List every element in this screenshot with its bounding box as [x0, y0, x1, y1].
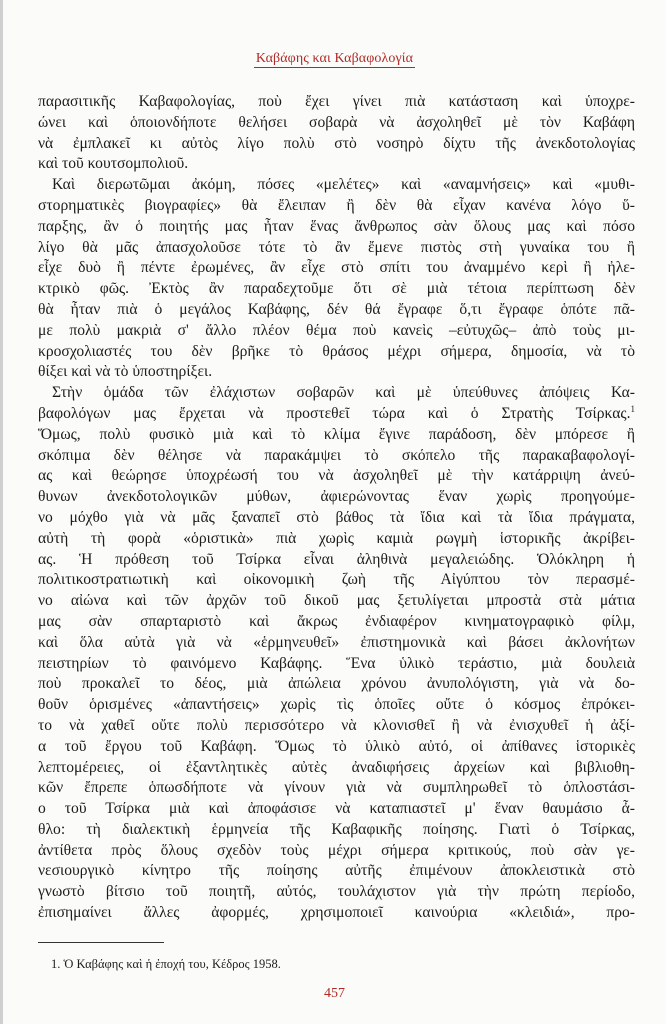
- text-line: το νὰ χαθεῖ οὔτε πολὺ περισσότερο νὰ κλονισθεῖ ἢ νὰ ἐνισχυθεῖ ἡ ἀξί-: [38, 716, 635, 734]
- text-line: θλο: τὴ διαλεκτικὴ ἑρμηνεία τῆς Καβαφικῆς ποίησης. Γιατὶ ὁ Τσίρκας,: [38, 820, 635, 838]
- text-line: αὐτὴ τὴ φορὰ «ὁριστικὰ» πιὰ χωρὶς καμιὰ ρωγμὴ ἱστορικῆς ἀκρίβει-: [38, 529, 635, 547]
- text-line: ας καὶ θεώρησε ὑποχρέωσή του νὰ ἀσχοληθεῖ μὲ τὴν κατάρριψη ἀνεύ-: [38, 467, 635, 485]
- footnote: 1. Ὁ Καβάφης καὶ ἡ ἐποχή του, Κέδρος 1958.: [51, 957, 281, 971]
- footnote-divider: [38, 942, 164, 943]
- text-line: ἐπισημαίνει ἄλλες ἀφορμές, χρησιμοποιεῖ καινούρια «κλειδιά», προ-: [38, 904, 635, 922]
- text-line: νο αἰώνα καὶ τῶν ἀρχῶν τοῦ δικοῦ μας ξετυλίγεται μπροστὰ στὰ μάτια: [38, 592, 635, 610]
- footnote-ref: 1: [630, 403, 635, 414]
- text-line: ας. Ἡ πρόθεση τοῦ Τσίρκα εἶναι ἀληθινὰ μεγαλειώδης. Ὁλόκληρη ἡ: [38, 550, 635, 568]
- body-text: [38, 92, 635, 924]
- text-line: Στὴν ὁμάδα τῶν ἐλάχιστων σοβαρῶν καὶ μὲ ὑπεύθυνες ἀπόψεις Κα-: [52, 384, 635, 402]
- text-line: πολιτικοστρατιωτικὴ καὶ οἰκονομικὴ ζωὴ τῆς Αἰγύπτου τὸν περασμέ-: [38, 571, 635, 589]
- text-line: θίξει καὶ νὰ τὸ ὑποστηρίξει.: [38, 363, 213, 381]
- text-line: ποὺ προκαλεῖ το δέος, μιὰ ἀπώλεια χρόνου ἀνυπολόγιστη, γιὰ νὰ δο-: [38, 675, 635, 693]
- text-line: κῶν ἔπρεπε ὁπωσδήποτε νὰ γίνουν γιὰ νὰ συμπληρωθεῖ τὸ ὁπλοστάσι-: [38, 779, 635, 797]
- text-line: παρξης, ἂν ὁ ποιητής μας ἦταν ἕνας ἄνθρωπος σὰν ὅλους μας καὶ πόσο: [38, 217, 635, 235]
- text-line: με πολὺ μακριὰ σ' ἄλλο πλέον θέμα ποὺ κανεὶς –εὐτυχῶς– ἀπὸ τοὺς μι-: [38, 321, 635, 339]
- text-line: θυνων ἀνεκδοτολογικῶν μύθων, ἀφιερώνοντας ἕναν χωρὶς προηγούμε-: [38, 488, 635, 506]
- text-line: σκόπιμα δὲν θέλησε νὰ παρακάμψει τὸ σκόπελο τῆς παρακαβαφολογί-: [38, 446, 635, 464]
- text-line: λεπτομέρειες, οἱ ἐξαντλητικὲς αὐτὲς ἀναδιφήσεις ἀρχείων καὶ βιβλιοθη-: [38, 758, 635, 776]
- text-line: νο μόχθο γιὰ νὰ μᾶς ξαναπεῖ στὸ βάθος τὰ ἴδια καὶ τὰ ἴδια πράγματα,: [38, 508, 635, 526]
- text-line: παρασιτικῆς Καβαφολογίας, ποὺ ἔχει γίνει πιὰ κατάσταση καὶ ὑποχρε-: [38, 93, 635, 110]
- text-line: Καὶ διερωτῶμαι ἀκόμη, πόσες «μελέτες» καὶ «αναμνήσεις» καὶ «μυθι-: [52, 176, 635, 194]
- text-line: Ὅμως, πολὺ φυσικὸ μιὰ καὶ τὸ κλίμα ἔγινε παράδοση, δὲν μπόρεσε ἢ: [38, 425, 635, 443]
- text-line: γνωστὸ βίτσιο τοῦ ποιητῆ, αὐτός, τουλάχιστον γιὰ τὴν πρώτη περίοδο,: [38, 883, 635, 901]
- text-line: ώνει καὶ ὁποιονδήποτε θελήσει σοβαρὰ νὰ ἀσχοληθεῖ μὲ τὸν Καβάφη: [38, 113, 635, 131]
- page-number: 457: [324, 986, 345, 1001]
- text-line: ἀντίθετα πρὸς ὅλους σχεδὸν τοὺς μέχρι σήμερα κριτικούς, ποὺ σὰν γε-: [38, 841, 635, 859]
- running-header: [3, 51, 666, 67]
- text-line: κτρικὸ φῶς. Ἐκτὸς ἂν παραδεχτοῦμε ὅτι σὲ μιὰ τέτοια περίπτωση δὲν: [38, 280, 635, 298]
- text-line: καὶ τοῦ κουτσομπολιοῦ.: [38, 155, 189, 173]
- text-line: καὶ ὅλα αὐτὰ γιὰ νὰ «ἑρμηνευθεῖ» ἐπιστημονικὰ καὶ βάσει ἀκλονήτων: [38, 633, 635, 651]
- text-line: πειστηρίων τὸ φαινόμενο Καβάφης. Ἕνα ὑλικὸ τεράστιο, μιὰ δουλειὰ: [38, 654, 635, 672]
- text-line: εἶχε δυὸ ἢ πέντε ἐρωμένες, ἂν εἶχε στὸ σπίτι του ἀναμμένο κερὶ ἢ ἠλε-: [38, 259, 635, 277]
- text-line: νεσιουργικὸ κίνητρο τῆς ποίησης αὐτῆς ἐπιμένουν ἀποκλειστικὰ στὸ: [38, 862, 635, 880]
- text-line-content: βαφολόγων μας ἔρχεται νὰ προστεθεῖ τώρα καὶ ὁ Στρατὴς Τσίρκας.: [38, 404, 631, 422]
- text-line: κροσχολιαστές του δὲν βρῆκε τὸ θράσος μέχρι σήμερα, δημοσία, νὰ τὸ: [38, 342, 635, 360]
- text-line: στορηματικὲς βιογραφίες» θὰ ἔλειπαν ἢ δὲν θὰ εἶχαν κανένα λόγο ὕ-: [38, 196, 635, 214]
- text-line: νὰ ἐμπλακεῖ κι αὐτὸς λίγο πολὺ στὸ νοσηρὸ δίχτυ τῆς ἀνεκδοτολογίας: [38, 134, 635, 152]
- text-line: θὰ ἦταν πιὰ ὁ μεγάλος Καβάφης, δέν θά ἔγραφε ὅ,τι ἔγραφε ὁπότε πᾶ-: [38, 300, 635, 318]
- text-line: λίγο θὰ μᾶς ἀπασχολοῦσε τότε τὸ ἂν ἔμενε πιστὸς στὴ γυναίκα του ἢ: [38, 238, 635, 256]
- text-line: ο τοῦ Τσίρκα μιὰ καὶ ἀποφάσισε νὰ καταπιαστεῖ μ' ἕναν θαυμάσιο ἆ-: [38, 800, 635, 818]
- text-line: α τοῦ ἔργου τοῦ Καβάφη. Ὅμως τὸ ὑλικὸ αὐτό, οἱ ἀπίθανες ἱστορικὲς: [38, 737, 635, 755]
- text-line-with-footnote: [38, 404, 635, 425]
- text-line: θοῦν ὁρισμένες «ἀπαντήσεις» χωρὶς τὶς ὁποῖες οὔτε ὁ κόσμος ἐπρόκει-: [38, 696, 635, 714]
- text-line: μας σὰν σπαρταριστὸ καὶ ἄκρως ἐνδιαφέρον κινηματογραφικὸ φίλμ,: [38, 612, 635, 630]
- running-title: Καβάφης και Καβαφολογία: [255, 51, 414, 66]
